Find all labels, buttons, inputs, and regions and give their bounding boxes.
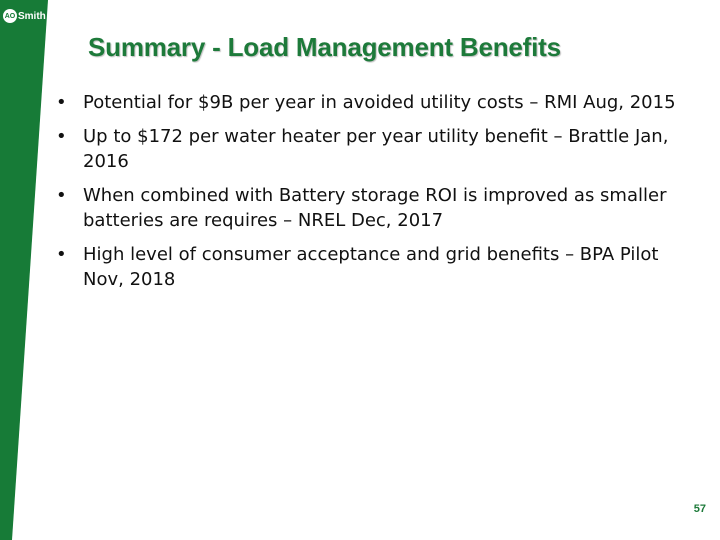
slide-title: Summary - Load Management Benefits [88,32,561,62]
bullet-text: When combined with Battery storage ROI is improved as smaller batteries are requires – NREL Dec, 2017 [83,185,667,231]
green-sidebar-shape [0,0,48,540]
bullet-dot-icon: • [56,92,67,113]
company-logo [3,9,46,23]
bullet-item [56,124,686,174]
bullet-item [56,183,686,233]
bullet-text: High level of consumer acceptance and grid benefits – BPA Pilot Nov, 2018 [83,244,659,290]
bullet-item [56,242,686,292]
bullet-text: Potential for $9B per year in avoided utility costs – RMI Aug, 2015 [83,92,676,113]
bullet-list [56,90,686,301]
logo-text: Smith [18,10,46,22]
bullet-item [56,90,686,115]
page-number: 57 [693,503,706,515]
bullet-dot-icon: • [56,126,67,147]
bullet-dot-icon: • [56,244,67,265]
bullet-dot-icon: • [56,185,67,206]
logo-mark-icon: AO [3,9,17,23]
green-sidebar-band [0,0,48,540]
bullet-text: Up to $172 per water heater per year utility benefit – Brattle Jan, 2016 [83,126,669,172]
